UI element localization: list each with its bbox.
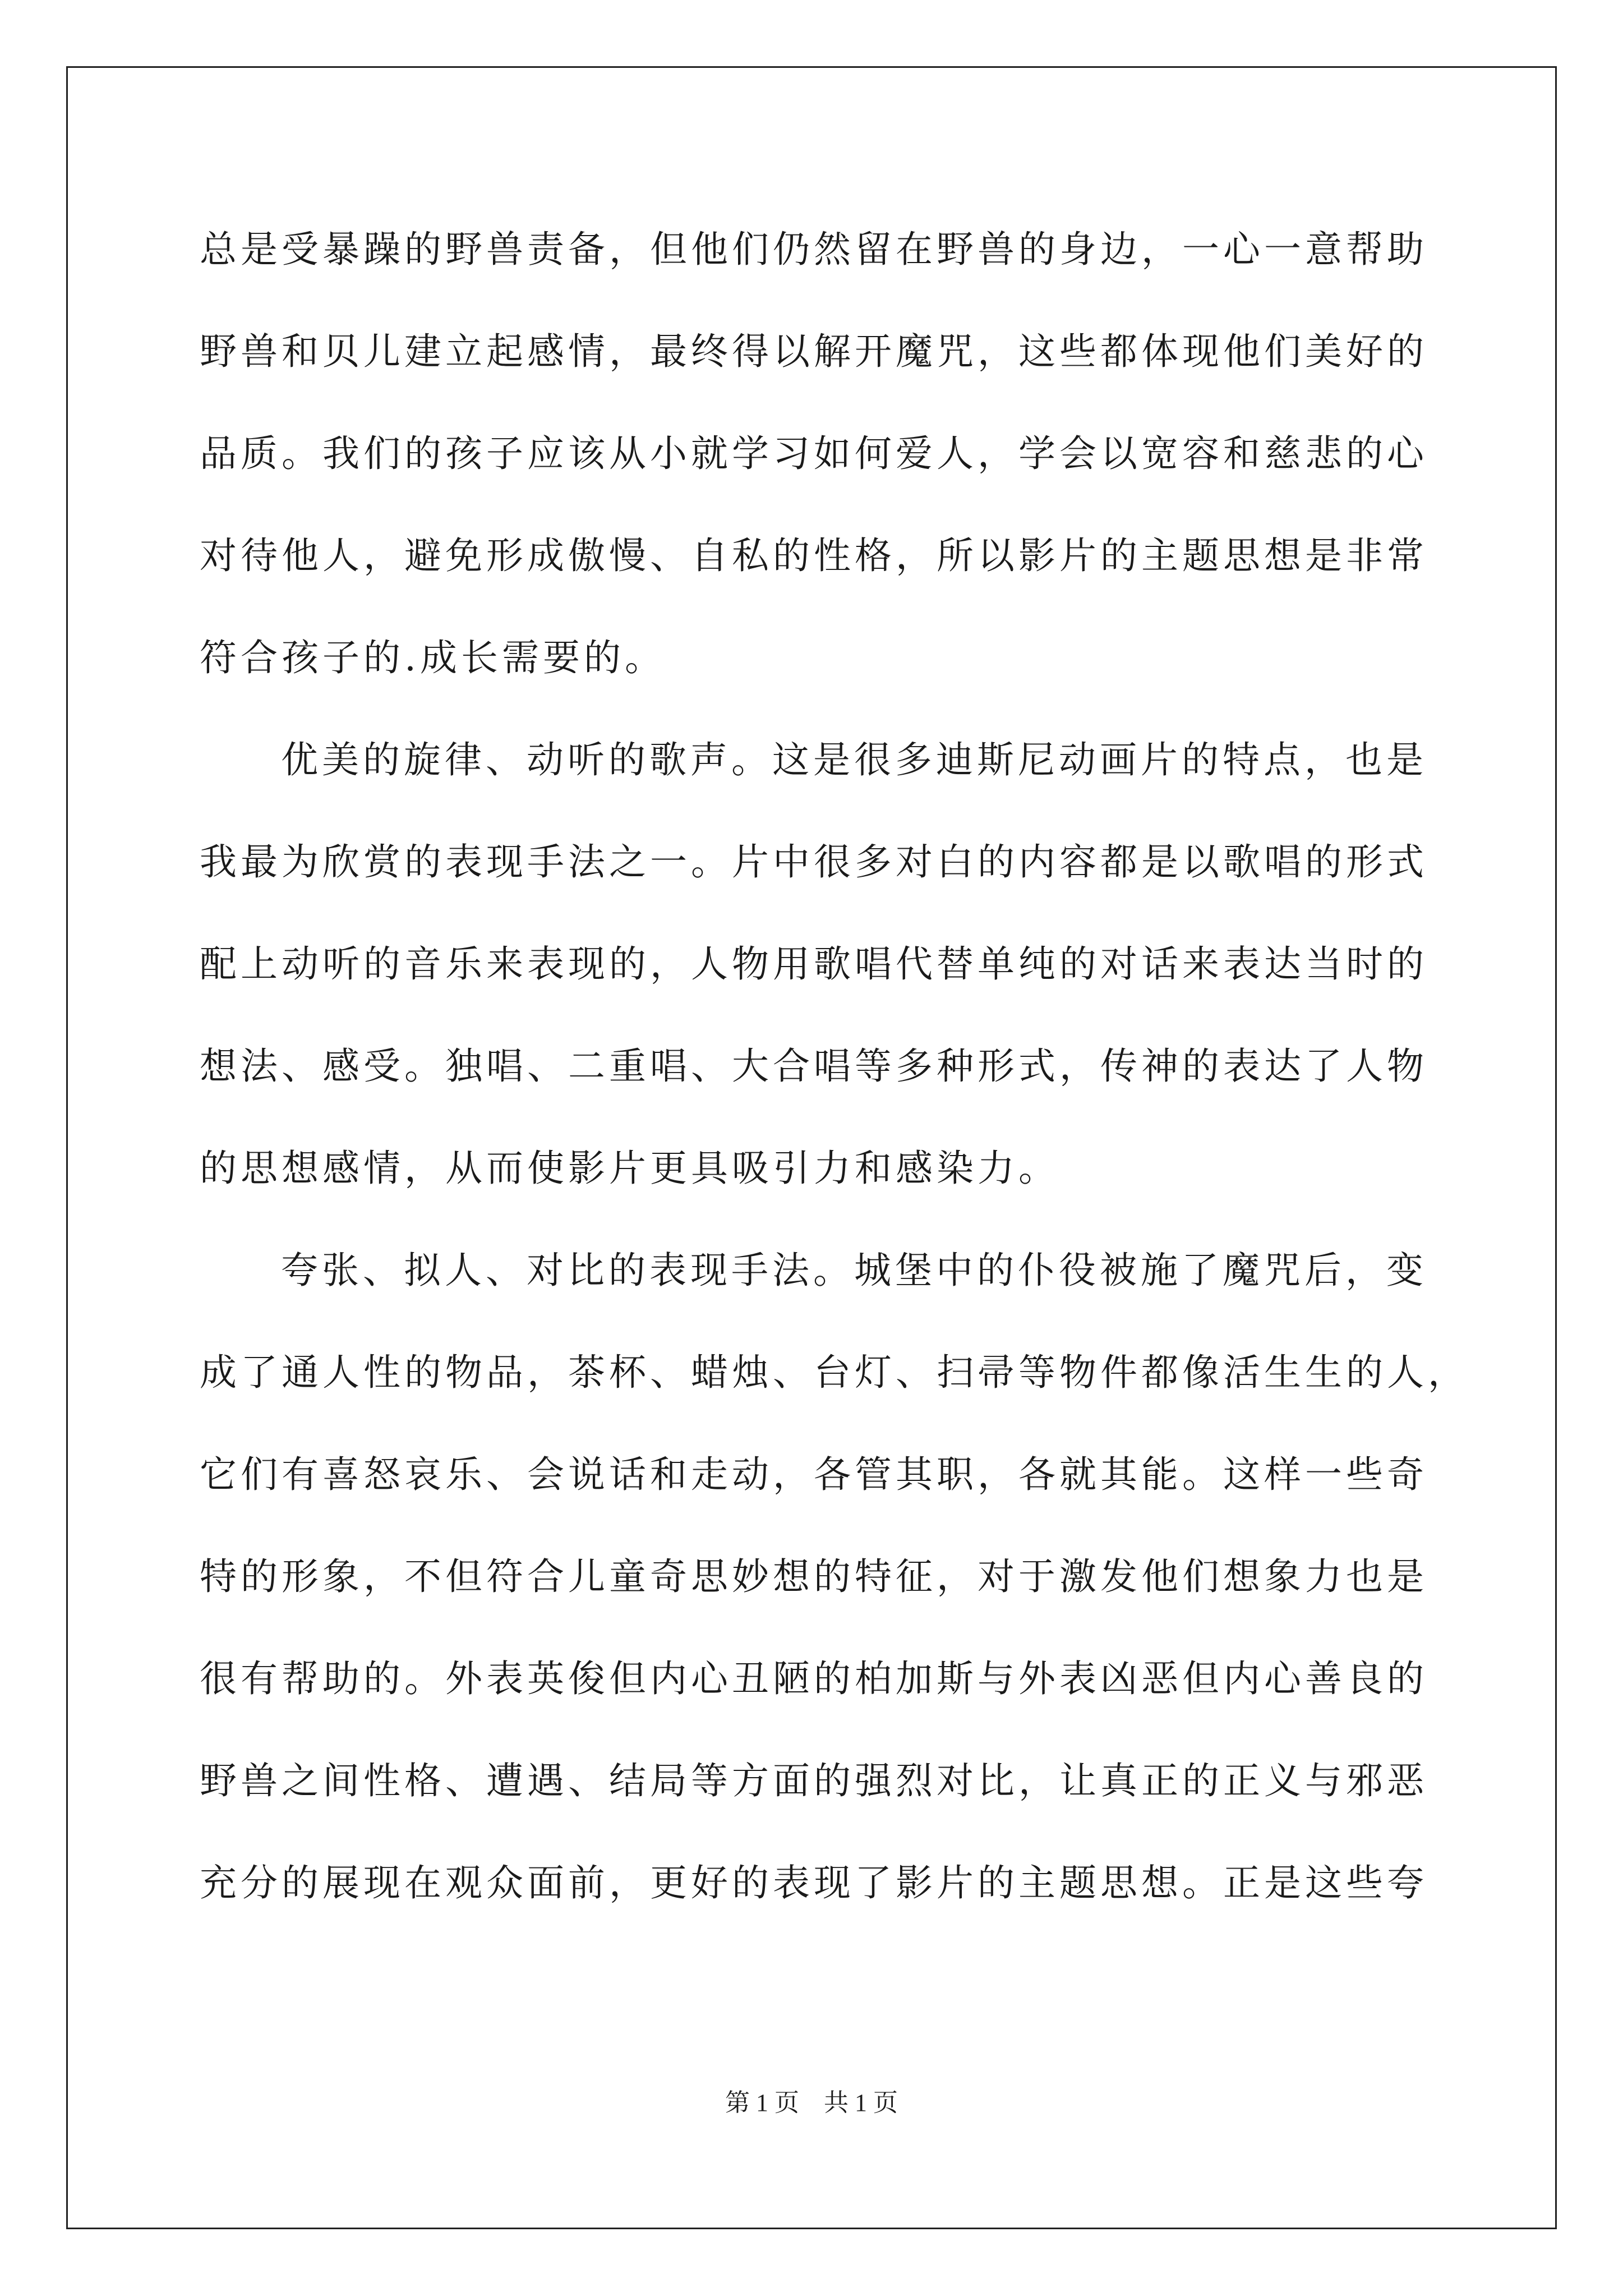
body-line-7: 我最为欣赏的表现手法之一。片中很多对白的内容都是以歌唱的形式 xyxy=(200,840,1428,884)
document-body xyxy=(200,216,1469,1952)
body-line-17: 充分的展现在观众面前，更好的表现了影片的主题思想。正是这些夸 xyxy=(200,1861,1428,1904)
body-line-3: 品质。我们的孩子应该从小就学习如何爱人，学会以宽容和慈悲的心 xyxy=(200,432,1428,475)
body-line-5: 符合孩子的.成长需要的。 xyxy=(200,636,666,679)
body-line-16: 野兽之间性格、遭遇、结局等方面的强烈对比，让真正的正义与邪恶 xyxy=(200,1759,1428,1802)
body-line-2: 野兽和贝儿建立起感情，最终得以解开魔咒，这些都体现他们美好的 xyxy=(200,330,1428,373)
body-line-12: 成了通人性的物品，茶杯、蜡烛、台灯、扫帚等物件都像活生生的人， xyxy=(200,1351,1469,1394)
body-line-4: 对待他人，避免形成傲慢、自私的性格，所以影片的主题思想是非常 xyxy=(200,534,1428,577)
page-number-footer: 第 1 页 共 1 页 xyxy=(725,2089,898,2116)
body-line-15: 很有帮助的。外表英俊但内心丑陋的柏加斯与外表凶恶但内心善良的 xyxy=(200,1657,1428,1700)
body-line-6-paragraph-start: 优美的旋律、动听的歌声。这是很多迪斯尼动画片的特点，也是 xyxy=(281,738,1427,781)
body-line-9: 想法、感受。独唱、二重唱、大合唱等多种形式，传神的表达了人物 xyxy=(200,1045,1428,1088)
body-line-14: 特的形象，不但符合儿童奇思妙想的特征，对于激发他们想象力也是 xyxy=(200,1555,1428,1598)
body-line-13: 它们有喜怒哀乐、会说话和走动，各管其职，各就其能。这样一些奇 xyxy=(200,1453,1428,1496)
body-line-11-paragraph-start: 夸张、拟人、对比的表现手法。城堡中的仆役被施了魔咒后，变 xyxy=(281,1249,1427,1292)
body-line-8: 配上动听的音乐来表现的，人物用歌唱代替单纯的对话来表达当时的 xyxy=(200,942,1428,986)
body-line-1: 总是受暴躁的野兽责备，但他们仍然留在野兽的身边，一心一意帮助 xyxy=(200,228,1428,271)
body-line-10: 的思想感情，从而使影片更具吸引力和感染力。 xyxy=(200,1147,1059,1190)
